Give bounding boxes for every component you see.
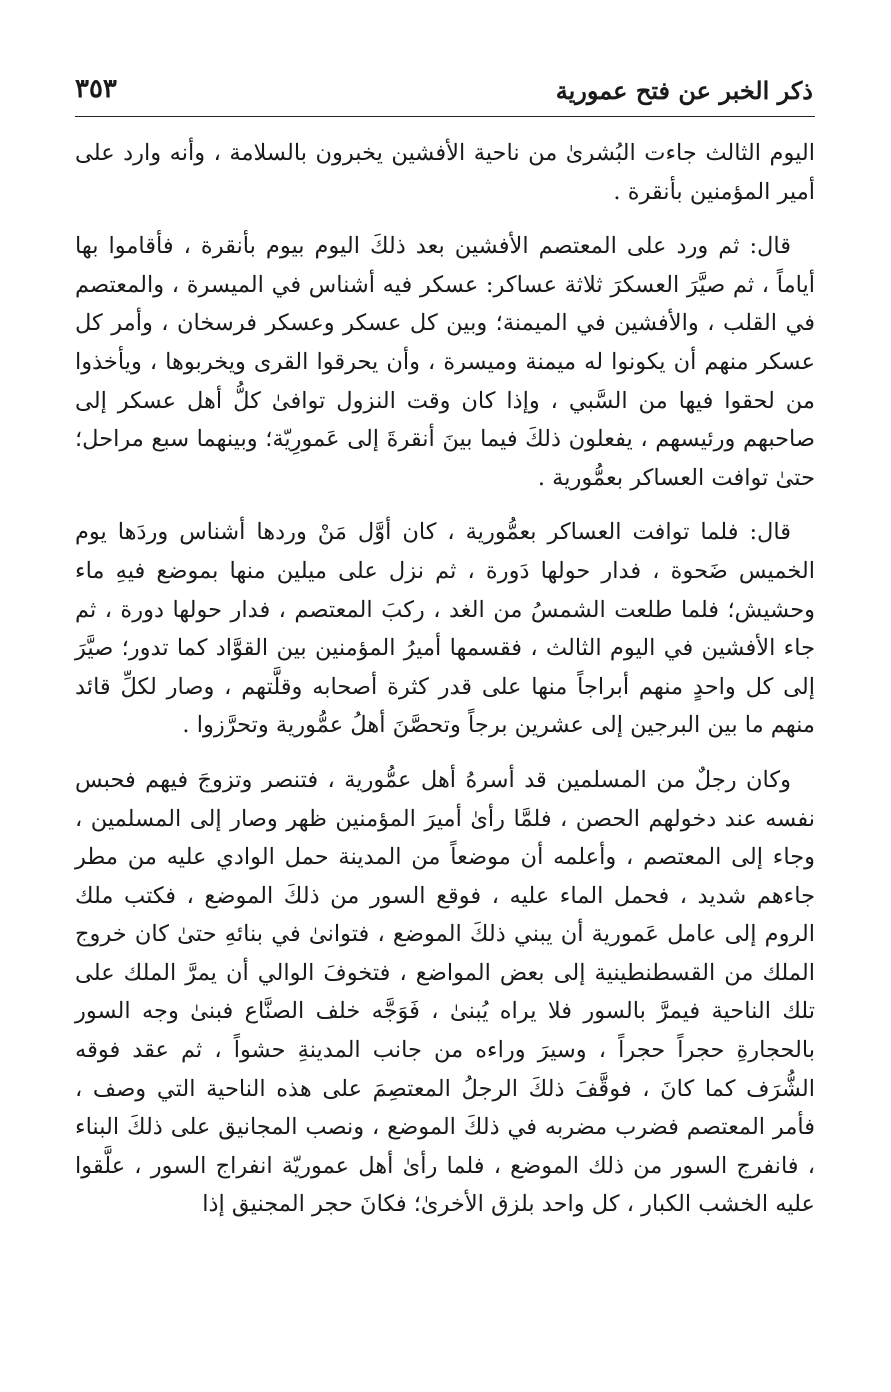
paragraph: قال: فلما توافت العساكر بعمُّورية ، كان أوَّل مَنْ وردها أشناس وردَها يوم الخميس ضَحوة ، فدار حولها دَورة ، ثم نزل على ميلين منها بموضع فيهِ ماء وحشيش؛ فلما طلعت الشمسُ من الغد ، ركبَ المعتصم ، فدار حولها دورة ، ثم جاء الأفشين في اليوم الثالث ، فقسمها أميرُ المؤمنين بين القوَّاد كما تدور؛ صيَّرَ إلى كل واحدٍ منهم أبراجاً منها على قدر كثرة أصحابه وقلَّتهم ، وصار لكلِّ قائد منهم ما بين البرجين إلى عشرين برجاً وتحصَّنَ أهلُ عمُّورية وتحرَّزوا . (75, 519, 815, 739)
page-number: ٣٥٣ (75, 74, 117, 104)
paragraph: وكان رجلٌ من المسلمين قد أسرهُ أهل عمُّورية ، فتنصر وتزوجَ فيهم فحبس نفسه عند دخولهم الحصن ، فلمَّا رأىٰ أميرَ المؤمنين ظهر وصار إلى المسلمين ، وجاء إلى المعتصم ، وأعلمه أن موضعاً من المدينة حمل الوادي عليه من مطر جاءهم شديد ، فحمل الماء عليه ، فوقع السور من ذلكَ الموضع ، فكتب ملك الروم إلى عامل عَمورية أن يبني ذلكَ الموضع ، فتوانىٰ في بنائهِ حتىٰ كان خروج الملك من القسطنطينية إلى بعض المواضع ، فتخوفَ الوالي أن يمرَّ الملك على تلك الناحية فيمرَّ بالسور فلا يراه يُبنىٰ ، فَوَجَّه خلف الصنَّاع فبنىٰ وجه السور بالحجارةِ حجراً حجراً ، وسيرَ وراءه من جانب المدينةِ حشواً ، ثم عقد فوقه الشُّرَف كما كانَ ، فوقَّفَ ذلكَ الرجلُ المعتصِمَ على هذه الناحية التي وصف ، فأمر المعتصم فضرب مضربه في ذلكَ الموضع ، ونصب المجانيق على ذلكَ البناء ، فانفرج السور من ذلك الموضع ، فلما رأىٰ أهل عموريّة انفراج السور ، علَّقوا عليه الخشب الكبار ، كل واحد بلزق الأخرىٰ؛ فكانَ حجر المجنيق إذا (75, 766, 815, 1218)
book-page (75, 72, 815, 1218)
page-body (75, 134, 815, 1240)
header-rule (75, 116, 815, 117)
page-header (75, 72, 815, 116)
paragraph: اليوم الثالث جاءت البُشرىٰ من ناحية الأفشين يخبرون بالسلامة ، وأنه وارد على أمير المؤمنين بأنقرة . (75, 140, 815, 205)
paragraph: قال: ثم ورد على المعتصم الأفشين بعد ذلكَ اليوم بيوم بأنقرة ، فأقاموا بها أياماً ، ثم صيَّرَ العسكرَ ثلاثة عساكر: عسكر فيه أشناس في الميسرة ، والمعتصم في القلب ، والأفشين في الميمنة؛ وبين كل عسكر وعسكر فرسخان ، وأمر كل عسكر منهم أن يكونوا له ميمنة وميسرة ، وأن يحرقوا القرى ويخربوها ، ويأخذوا من لحقوا فيها من السَّبي ، وإذا كان وقت النزول توافىٰ كلُّ أهل عسكر إلى صاحبهم ورئيسهم ، يفعلون ذلكَ فيما بينَ أنقرةَ إلى عَمورِيّة؛ وبينهما سبع مراحل؛ حتىٰ توافت العساكر بعمُّورية . (75, 233, 815, 491)
running-title: ذكر الخبر عن فتح عمورية (555, 76, 813, 105)
